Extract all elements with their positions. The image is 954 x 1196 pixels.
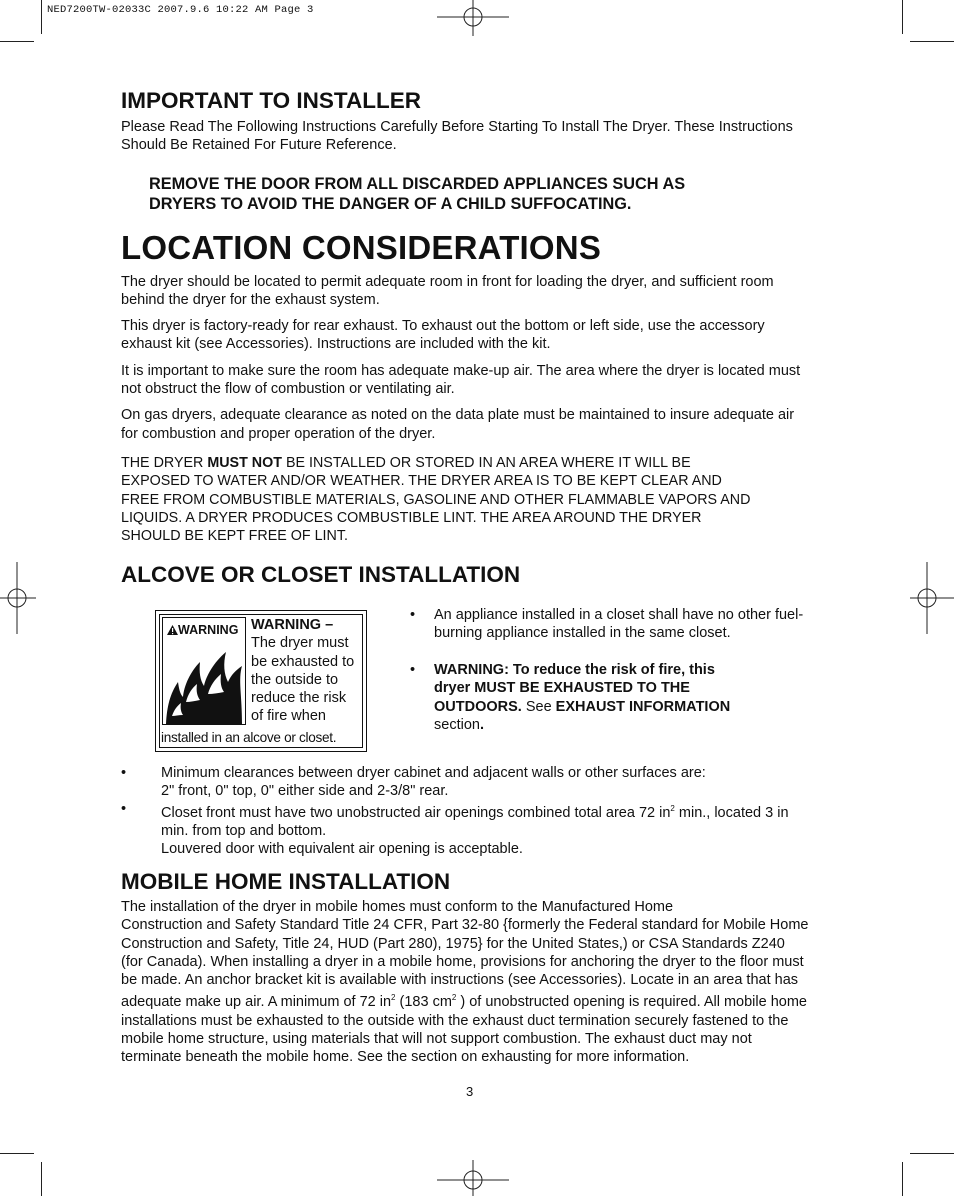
crop-mark [41,0,42,34]
list-item: • [410,607,416,623]
registration-mark-left [0,562,36,634]
list-item: An appliance installed in a closet shall have no other fuel- burning appliance installed in the same closet. [434,607,804,642]
list-item: Closet front must have two unobstructed air openings combined total area 72 $in^2$ min., located 3 in min. from top and bottom. Louvered door with equivalent air opening is acceptable. [161,804,789,858]
registration-mark-right [910,562,954,634]
alert-triangle-icon [167,625,178,635]
installer-intro: Please Read The Following Instructions Carefully Before Starting To Install The Dryer. These Instructions Should Be Retained For Future Reference. [121,119,793,154]
flame-icon [164,642,244,724]
page-content [121,88,861,588]
list-item: WARNING: To reduce the risk of fire, this dryer MUST BE EXHAUSTED TO THE OUTDOORS. See EXHAUST INFORMATION section. [434,662,731,733]
list-item: • [410,662,416,678]
warning-label: WARNING [167,623,238,637]
mobile-paragraph: The installation of the dryer in mobile homes must conform to the Manufactured Home Construction and Safety Standard Title 24 CFR, Part 32-80 {formerly the Federal standard for Mobile Home Construction and Safety, Title 24, HUD (Part 280), 1975} for the United States,) or CSA Standards Z240 (for Canada). When installing a dryer in a mobile home, provisions for anchoring the dryer to the floor must be made. An anchor bracket kit is available with instructions (see Accessories). Locate in an area that has adequate make up air. A minimum of 72 $in^2$ (183 $cm^2$ ) of unobstructed opening is required. All mobile home installations must be exhausted to the outside with the exhaust duct termination securely fastened to the mobile home structure, using materials that will not support combustion. The exhaust duct may not terminate beneath the mobile home. See the section on exhausting for more information. [121,899,809,1066]
registration-mark-top [437,0,509,36]
crop-mark [902,1162,903,1196]
installer-heading: IMPORTANT TO INSTALLER [121,88,421,113]
crop-mark [41,1162,42,1196]
crop-mark [0,1153,34,1154]
alcove-heading: ALCOVE OR CLOSET INSTALLATION [121,562,521,588]
crop-mark [902,0,903,34]
door-warning: REMOVE THE DOOR FROM ALL DISCARDED APPLIANCES SUCH AS DRYERS TO AVOID THE DANGER OF A CHILD SUFFOCATING. [149,174,686,214]
mobile-heading: MOBILE HOME INSTALLATION [121,869,451,894]
warning-box-text: WARNING – The dryer must be exhausted to the outside to reduce the risk of fire when [251,617,355,725]
mobile-section [121,869,866,1067]
crop-mark [910,1153,954,1154]
location-paragraph: The dryer should be located to permit adequate room in front for loading the dryer, and sufficient room behind the dryer for the exhaust system. [121,273,774,308]
print-slug: NED7200TW-02033C 2007.9.6 10:22 AM Page 3 [47,4,314,16]
list-item: • [121,801,127,817]
location-paragraph: It is important to make sure the room has adequate make-up air. The area where the dryer is located must not obstruct the flow of combustion or ventilating air. [121,362,801,398]
warning-box-caption: installed in an alcove or closet. [161,730,337,745]
page-number: 3 [466,1084,474,1099]
list-item: • [121,765,127,781]
list-item: Minimum clearances between dryer cabinet and adjacent walls or other surfaces are: 2" front, 0" top, 0" either side and 2-3/8" rear. [161,765,706,800]
warning-badge [162,617,246,725]
registration-mark-bottom [437,1160,509,1196]
location-paragraph: On gas dryers, adequate clearance as noted on the data plate must be maintained to insure adequate air for combustion and proper operation of the dryer. [121,407,795,442]
crop-mark [910,41,954,42]
location-paragraph: This dryer is factory-ready for rear exhaust. To exhaust out the bottom or left side, use the accessory exhaust kit (see Accessories). Instructions are included with the kit. [121,318,765,353]
crop-mark [0,41,34,42]
location-caps-warning: THE DRYER MUST NOT BE INSTALLED OR STORED IN AN AREA WHERE IT WILL BE EXPOSED TO WATER AND/OR WEATHER. THE DRYER AREA IS TO BE KEPT CLEAR AND FREE FROM COMBUSTIBLE MATERIALS, GASOLINE AND OTHER FLAMMABLE VAPORS AND LIQUIDS. A DRYER PRODUCES COMBUSTIBLE LINT. THE AREA AROUND THE DRYER SHOULD BE KEPT FREE OF LINT. [121,454,751,545]
location-heading: LOCATION CONSIDERATIONS [121,228,602,266]
